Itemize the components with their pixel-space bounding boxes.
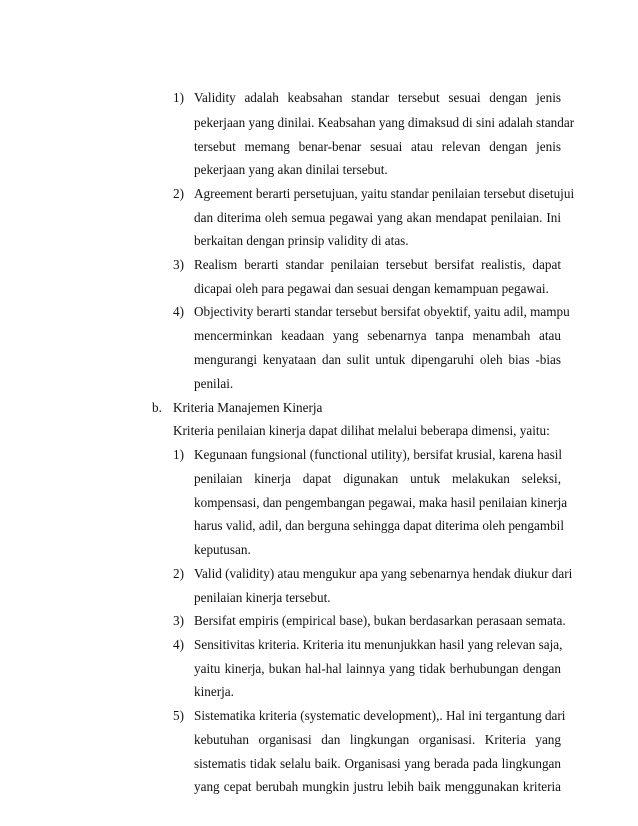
section-label: b. <box>152 400 162 415</box>
list-item-line: kompensasi, dan pengembangan pegawai, maka hasil penilaian kinerja <box>194 495 568 510</box>
list-item-line: Kegunaan fungsional (functional utility), bersifat krusial, karena hasil <box>194 447 563 462</box>
list-item-line: sistematis tidak selalu baik. Organisasi yang berada pada lingkungan <box>194 756 561 771</box>
list-item-line: pekerjaan yang dinilai. Keabsahan yang dimaksud di sini adalah standar <box>194 115 575 130</box>
list-item-line: penilai. <box>194 376 234 391</box>
list-item-line: pekerjaan yang akan dinilai tersebut. <box>194 162 388 177</box>
list-item-line: yaitu kinerja, bukan hal-hal lainnya yang tidak berhubungan dengan <box>194 661 561 676</box>
list-item-number: 2) <box>173 566 184 581</box>
list-item-number: 3) <box>173 613 184 628</box>
list-item-number: 4) <box>173 637 184 652</box>
list-item-number: 1) <box>173 447 184 462</box>
list-item-line: yang cepat berubah mungkin justru lebih baik menggunakan kriteria <box>194 779 561 794</box>
list-item-line: Agreement berarti persetujuan, yaitu standar penilaian tersebut disetujui <box>194 186 575 201</box>
list-item-line: penilaian kinerja dapat digunakan untuk melakukan seleksi, <box>194 471 561 486</box>
list-item-line: Objectivity berarti standar tersebut bersifat obyektif, yaitu adil, mampu <box>194 304 570 319</box>
list-item-line: kebutuhan organisasi dan lingkungan organisasi. Kriteria yang <box>194 732 561 747</box>
list-item-line: Sistematika kriteria (systematic development),. Hal ini tergantung dari <box>194 708 566 723</box>
list-item-line: dicapai oleh para pegawai dan sesuai dengan kemampuan pegawai. <box>194 281 549 296</box>
list-item-number: 1) <box>173 90 184 105</box>
list-item-line: harus valid, adil, dan berguna sehingga dapat diterima oleh pengambil <box>194 518 564 533</box>
list-item-line: Realism berarti standar penilaian tersebut bersifat realistis, dapat <box>194 257 561 272</box>
list-item-line: keputusan. <box>194 542 251 557</box>
list-item-line: tersebut memang benar-benar sesuai atau relevan dengan jenis <box>194 139 561 154</box>
list-item-line: berkaitan dengan prinsip validity di atas. <box>194 233 409 248</box>
list-item-number: 5) <box>173 708 184 723</box>
list-item-number: 4) <box>173 304 184 319</box>
list-item-line: Bersifat empiris (empirical base), bukan berdasarkan perasaan semata. <box>194 613 566 628</box>
list-item-line: Sensitivitas kriteria. Kriteria itu menunjukkan hasil yang relevan saja, <box>194 637 563 652</box>
list-item-line: mencerminkan keadaan yang sebenarnya tanpa menambah atau <box>194 328 561 343</box>
list-item-line: Valid (validity) atau mengukur apa yang sebenarnya hendak diukur dari <box>194 566 573 581</box>
list-item-line: Validity adalah keabsahan standar tersebut sesuai dengan jenis <box>194 90 561 105</box>
list-item-number: 2) <box>173 186 184 201</box>
list-item-number: 3) <box>173 257 184 272</box>
section-heading: Kriteria Manajemen Kinerja <box>173 400 323 415</box>
list-item-line: dan diterima oleh semua pegawai yang akan mendapat penilaian. Ini <box>194 210 561 225</box>
list-item-line: penilaian kinerja tersebut. <box>194 590 331 605</box>
list-item-line: kinerja. <box>194 684 234 699</box>
section-intro: Kriteria penilaian kinerja dapat dilihat melalui beberapa dimensi, yaitu: <box>173 423 550 438</box>
list-item-line: mengurangi kenyataan dan sulit untuk dipengaruhi oleh bias -bias <box>194 352 561 367</box>
